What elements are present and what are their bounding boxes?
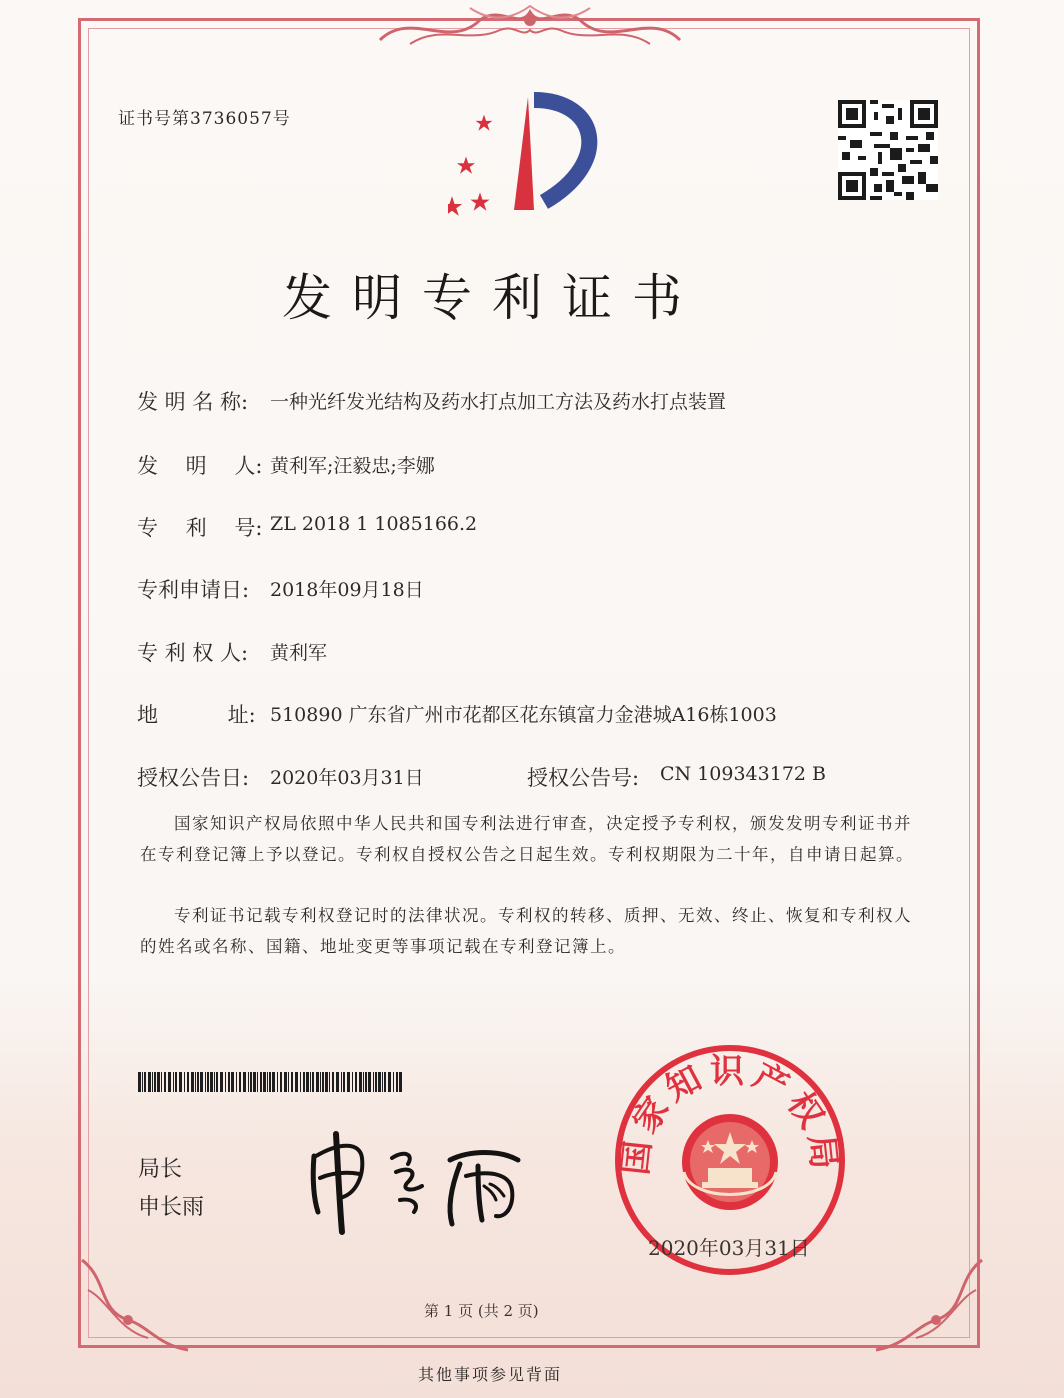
barcode-bar [187,1072,189,1092]
barcode-bar [179,1072,182,1092]
barcode-bar [257,1072,258,1092]
filing-date-label: 专利申请日: [137,578,250,602]
barcode-bar [175,1072,177,1092]
address-value: 510890 广东省广州市花都区花东镇富力金港城A16栋1003 [270,704,777,726]
patent-number-value: ZL 2018 1 1085166.2 [270,513,478,535]
barcode-bar [295,1072,298,1092]
barcode-bar [373,1072,374,1092]
invention-name-value: 一种光纤发光结构及药水打点加工方法及药水打点装置 [270,391,727,413]
barcode-bar [388,1072,391,1092]
barcode-bar [312,1072,314,1092]
bottom-left-ornament [78,1250,198,1360]
seal-date: 2020年03月31日 [648,1236,810,1260]
barcode-bar [267,1072,268,1092]
barcode-bar [248,1072,249,1092]
national-emblem [682,1114,778,1210]
barcode-bar [365,1072,367,1092]
barcode-bar [332,1072,334,1092]
grant-number-label: 授权公告号: [527,766,640,790]
barcode-bar [210,1072,213,1092]
barcode-bar [216,1072,218,1092]
top-ornament [370,0,690,52]
barcode-bar [384,1072,386,1092]
barcode-bar [329,1072,330,1092]
patentee-value: 黄利军 [270,642,328,664]
barcode-bar [138,1072,141,1092]
legal-status-paragraph: 专利证书记载专利权登记时的法律状况。专利权的转移、质押、无效、终止、恢复和专利权人的姓名或名称、国籍、地址变更等事项记载在专利登记簿上。 [140,906,912,956]
inventor-label: 发 明 人: [137,454,263,478]
barcode-bar [359,1072,362,1092]
filing-date-value: 2018年09月18日 [270,579,424,601]
grant-number-value: CN 109343172 B [660,763,826,785]
barcode-bar [231,1072,234,1092]
barcode-bar [368,1072,371,1092]
certificate-title: 发明专利证书 [282,269,702,327]
barcode-bar [396,1072,398,1092]
barcode-bar [253,1072,256,1092]
barcode-bar [336,1072,339,1092]
barcode-bar [288,1072,289,1092]
patent-office-logo [448,92,608,217]
barcode-bar [239,1072,241,1092]
barcode-bar [341,1072,342,1092]
barcode-bar [173,1072,174,1092]
barcode-bar [347,1072,350,1092]
barcode-bar [250,1072,252,1092]
barcode-bar [161,1072,162,1092]
barcode-bar [363,1072,364,1092]
seal-text: 国家知识产权局 [615,1051,845,1177]
barcode-bar [148,1072,151,1092]
barcode-bar [152,1072,153,1092]
barcode-bar [284,1072,287,1092]
barcode-bar [154,1072,156,1092]
director-title: 局长 [138,1157,183,1182]
barcode-bar [269,1072,271,1092]
barcode-bar [164,1072,166,1092]
patent-number-label: 专 利 号: [137,516,263,540]
inventor-value: 黄利军;汪毅忠;李娜 [270,455,435,477]
barcode-bar [325,1072,328,1092]
certificate-number: 证书号第3736057号 [118,109,291,129]
director-name: 申长雨 [138,1195,205,1220]
barcode-bar [144,1072,146,1092]
barcode-bar [378,1072,381,1092]
barcode-bar [207,1072,209,1092]
footer-note: 其他事项参见背面 [418,1365,563,1384]
barcode-bar [272,1072,275,1092]
barcode-bar [399,1072,402,1092]
barcode-bar [300,1072,301,1092]
barcode-bar [343,1072,345,1092]
barcode-bar [352,1072,353,1092]
barcode-bar [310,1072,311,1092]
barcode-bar [322,1072,324,1092]
barcode-bar [142,1072,143,1092]
address-label: 地 址: [137,703,256,727]
patentee-label: 专 利 权 人: [137,641,249,665]
barcode-bar [393,1072,394,1092]
barcode-bar [291,1072,293,1092]
barcode-bar [375,1072,377,1092]
barcode-bar [197,1072,199,1092]
page-indicator: 第 1 页 (共 2 页) [424,1302,539,1320]
barcode-bar [200,1072,203,1092]
bottom-right-ornament [866,1250,986,1360]
grant-date-value: 2020年03月31日 [270,767,424,789]
barcode-bar [195,1072,196,1092]
barcode-bar [184,1072,185,1092]
barcode [138,1072,404,1092]
barcode-bar [157,1072,160,1092]
barcode-bar [316,1072,319,1092]
barcode-bar [306,1072,309,1092]
barcode-bar [236,1072,237,1092]
barcode-bar [355,1072,357,1092]
barcode-bar [225,1072,226,1092]
barcode-bar [168,1072,171,1092]
grant-statement-paragraph: 国家知识产权局依照中华人民共和国专利法进行审查，决定授予专利权，颁发发明专利证书并在专利登记簿上予以登记。专利权自授权公告之日起生效。专利权期限为二十年，自申请日起算。 [140,814,914,864]
barcode-bar [214,1072,215,1092]
barcode-bar [220,1072,223,1092]
barcode-bar [382,1072,383,1092]
director-signature [300,1120,540,1240]
invention-name-label: 发 明 名 称: [137,390,249,414]
barcode-bar [263,1072,266,1092]
barcode-bar [303,1072,305,1092]
qr-code [838,100,938,200]
grant-date-label: 授权公告日: [137,766,250,790]
barcode-bar [260,1072,262,1092]
barcode-bar [191,1072,194,1092]
barcode-bar [320,1072,321,1092]
barcode-bar [280,1072,282,1092]
barcode-bar [205,1072,206,1092]
barcode-bar [228,1072,230,1092]
barcode-bar [243,1072,246,1092]
barcode-bar [277,1072,278,1092]
